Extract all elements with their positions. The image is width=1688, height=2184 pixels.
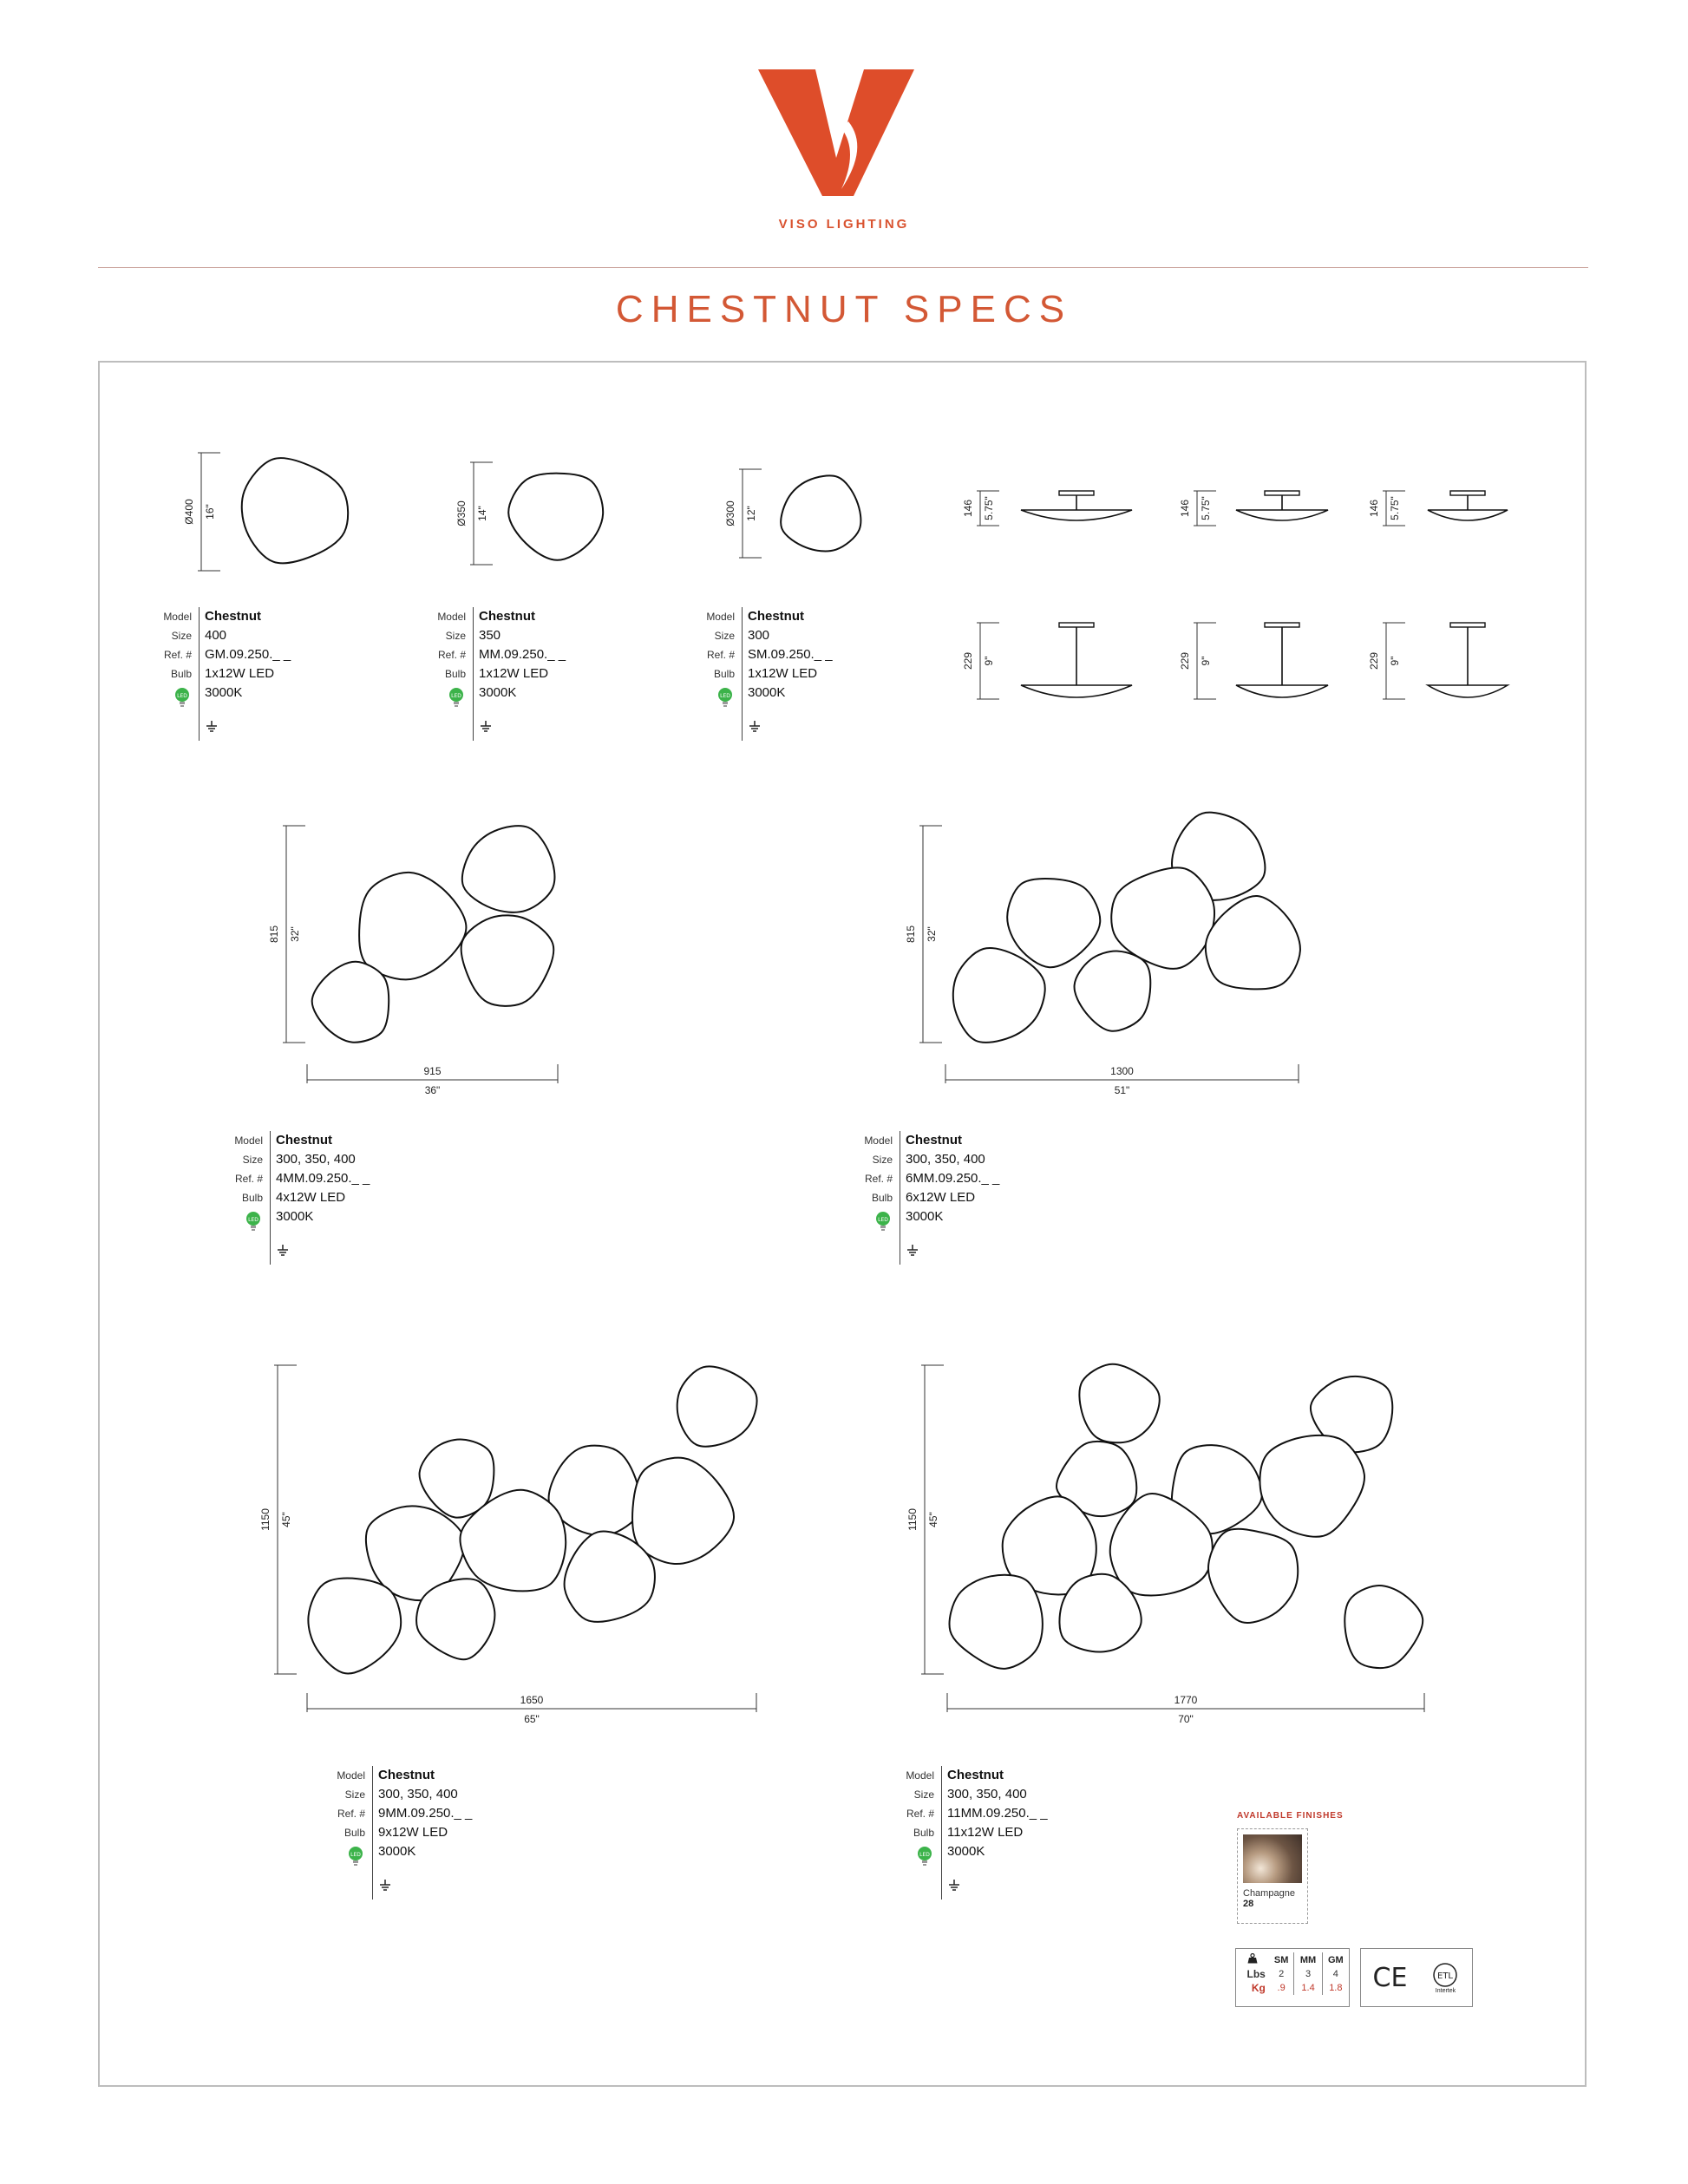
size-value: 300, 350, 400 bbox=[906, 1152, 985, 1167]
bulb-label: Bulb bbox=[434, 664, 474, 683]
color-temp-value: 3000K bbox=[378, 1844, 416, 1859]
chestnut-shade bbox=[677, 1366, 757, 1446]
height-in-label: 9" bbox=[1389, 656, 1401, 666]
height-in-label: 9" bbox=[983, 656, 995, 666]
chestnut-shade bbox=[312, 962, 389, 1043]
chestnut-shade bbox=[953, 948, 1045, 1043]
spec-block bbox=[860, 1131, 999, 1265]
canopy bbox=[1059, 623, 1094, 627]
finish-name: Champagne bbox=[1243, 1888, 1295, 1899]
chestnut-shade bbox=[632, 1458, 734, 1564]
spec-block bbox=[231, 1131, 370, 1265]
chestnut-shade bbox=[1206, 896, 1300, 989]
canopy bbox=[1450, 623, 1485, 627]
chestnut-shade bbox=[781, 475, 860, 551]
color-temp-value: 3000K bbox=[276, 1209, 314, 1224]
height-mm-label: 146 bbox=[1368, 499, 1380, 518]
svg-text:LED: LED bbox=[248, 1217, 258, 1223]
spec-block bbox=[434, 607, 566, 741]
ground-icon bbox=[906, 1244, 919, 1258]
model-label: Model bbox=[703, 607, 743, 626]
size-value: 300, 350, 400 bbox=[947, 1787, 1027, 1801]
height-mm-label: 229 bbox=[1179, 651, 1191, 670]
height-in-label: 5.75" bbox=[1389, 496, 1401, 520]
ref-label: Ref. # bbox=[434, 645, 474, 664]
chestnut-shade bbox=[1079, 1364, 1159, 1443]
width-mm-label: 915 bbox=[423, 1065, 442, 1077]
led-bulb-icon bbox=[875, 1211, 891, 1233]
chestnut-shade bbox=[1075, 951, 1151, 1031]
height-in-label: 16" bbox=[204, 504, 216, 520]
brand-name: VISO LIGHTING bbox=[778, 217, 910, 232]
svg-text:LED: LED bbox=[350, 1852, 361, 1858]
model-label: Model bbox=[902, 1766, 942, 1785]
chestnut-shade bbox=[242, 458, 348, 563]
bulb-value: 6x12W LED bbox=[906, 1190, 976, 1205]
ref-value: 11MM.09.250._ _ bbox=[947, 1806, 1048, 1821]
chestnut-shade bbox=[308, 1578, 401, 1673]
ref-label: Ref. # bbox=[902, 1804, 942, 1823]
height-in-label: 32" bbox=[926, 926, 938, 942]
bulb-label: Bulb bbox=[333, 1823, 373, 1842]
kg-sm: .9 bbox=[1277, 1983, 1286, 1993]
ce-mark: CE bbox=[1372, 1962, 1408, 1993]
kg-mm: 1.4 bbox=[1294, 1981, 1322, 1995]
weight-table bbox=[1235, 1948, 1350, 2007]
width-mm-label: 1770 bbox=[1174, 1694, 1198, 1706]
ground-icon bbox=[378, 1879, 392, 1893]
canopy bbox=[1450, 491, 1485, 495]
bulb-label: Bulb bbox=[160, 664, 200, 683]
chestnut-shade bbox=[1259, 1435, 1364, 1537]
size-label: Size bbox=[434, 626, 474, 645]
ground-icon bbox=[479, 720, 493, 734]
size-value: 300, 350, 400 bbox=[378, 1787, 458, 1801]
chestnut-shade bbox=[1345, 1586, 1423, 1668]
color-temp-value: 3000K bbox=[906, 1209, 944, 1224]
ground-icon bbox=[748, 720, 762, 734]
chestnut-shade bbox=[950, 1575, 1043, 1669]
lbs-gm: 4 bbox=[1322, 1967, 1349, 1981]
model-value: Chestnut bbox=[748, 609, 804, 624]
ref-value: GM.09.250._ _ bbox=[205, 647, 291, 662]
etl-subtitle: Intertek bbox=[1435, 1987, 1456, 1994]
width-mm-label: 1650 bbox=[520, 1694, 544, 1706]
chestnut-shade bbox=[508, 474, 603, 560]
size-value: 400 bbox=[205, 628, 227, 643]
size-label: Size bbox=[860, 1150, 900, 1169]
etl-listed-icon bbox=[1430, 1962, 1460, 1988]
ground-icon bbox=[276, 1244, 290, 1258]
lbs-label: Lbs bbox=[1246, 1968, 1266, 1980]
canopy bbox=[1059, 491, 1094, 495]
chestnut-shade bbox=[461, 915, 554, 1005]
weight-header-gm: GM bbox=[1322, 1952, 1349, 1967]
width-mm-label: 1300 bbox=[1110, 1065, 1134, 1077]
ground-icon bbox=[205, 720, 219, 734]
spec-block bbox=[160, 607, 291, 741]
height-mm-label: 146 bbox=[962, 499, 974, 518]
bulb-value: 4x12W LED bbox=[276, 1190, 346, 1205]
height-mm-label: Ø400 bbox=[183, 499, 195, 525]
kg-gm: 1.8 bbox=[1322, 1981, 1349, 1995]
ref-label: Ref. # bbox=[860, 1169, 900, 1188]
ref-value: 9MM.09.250._ _ bbox=[378, 1806, 473, 1821]
size-label: Size bbox=[902, 1785, 942, 1804]
shade-profile bbox=[1021, 685, 1132, 697]
height-in-label: 14" bbox=[476, 506, 488, 521]
height-in-label: 9" bbox=[1200, 656, 1212, 666]
model-value: Chestnut bbox=[205, 609, 261, 624]
spec-block bbox=[902, 1766, 1048, 1900]
model-label: Model bbox=[160, 607, 200, 626]
chestnut-shade bbox=[359, 873, 466, 980]
model-value: Chestnut bbox=[947, 1768, 1004, 1782]
ref-label: Ref. # bbox=[231, 1169, 271, 1188]
size-label: Size bbox=[231, 1150, 271, 1169]
etl-mark-text: ETL bbox=[1437, 1971, 1454, 1981]
svg-text:LED: LED bbox=[919, 1852, 930, 1858]
ref-value: SM.09.250._ _ bbox=[748, 647, 833, 662]
led-bulb-icon bbox=[448, 687, 464, 709]
model-value: Chestnut bbox=[906, 1133, 962, 1148]
height-mm-label: Ø300 bbox=[724, 500, 736, 526]
bulb-value: 1x12W LED bbox=[205, 666, 275, 681]
shade-profile bbox=[1428, 685, 1508, 697]
width-in-label: 36" bbox=[424, 1084, 441, 1096]
led-bulb-icon bbox=[174, 687, 190, 709]
bulb-value: 9x12W LED bbox=[378, 1825, 448, 1840]
bulb-label: Bulb bbox=[902, 1823, 942, 1842]
led-bulb-icon bbox=[348, 1846, 363, 1868]
model-label: Model bbox=[860, 1131, 900, 1150]
etl-mark bbox=[1430, 1962, 1460, 1994]
model-label: Model bbox=[333, 1766, 373, 1785]
color-temp-value: 3000K bbox=[205, 685, 243, 700]
size-value: 300, 350, 400 bbox=[276, 1152, 356, 1167]
svg-text:LED: LED bbox=[451, 693, 461, 699]
finish-code: 28 bbox=[1243, 1899, 1254, 1909]
svg-text:LED: LED bbox=[720, 693, 730, 699]
lbs-sm: 2 bbox=[1279, 1969, 1285, 1979]
height-mm-label: 1150 bbox=[259, 1508, 272, 1531]
color-temp-value: 3000K bbox=[479, 685, 517, 700]
led-bulb-icon bbox=[917, 1846, 932, 1868]
size-label: Size bbox=[703, 626, 743, 645]
bulb-value: 1x12W LED bbox=[479, 666, 549, 681]
weight-header-mm: MM bbox=[1294, 1952, 1322, 1967]
champagne-swatch bbox=[1243, 1834, 1302, 1883]
ref-label: Ref. # bbox=[160, 645, 200, 664]
shade-profile bbox=[1236, 510, 1328, 520]
ref-value: 4MM.09.250._ _ bbox=[276, 1171, 370, 1186]
height-mm-label: 815 bbox=[268, 925, 280, 944]
size-value: 350 bbox=[479, 628, 501, 643]
ref-value: MM.09.250._ _ bbox=[479, 647, 566, 662]
model-value: Chestnut bbox=[378, 1768, 435, 1782]
chestnut-shade bbox=[1007, 879, 1100, 967]
shade-profile bbox=[1021, 510, 1132, 520]
height-mm-label: 229 bbox=[962, 651, 974, 670]
chestnut-shade bbox=[462, 826, 555, 912]
canopy bbox=[1265, 623, 1299, 627]
shade-profile bbox=[1428, 510, 1508, 520]
height-in-label: 45" bbox=[280, 1512, 292, 1527]
spec-block bbox=[333, 1766, 472, 1900]
height-in-label: 5.75" bbox=[983, 496, 995, 520]
certifications bbox=[1360, 1948, 1473, 2007]
shade-profile bbox=[1236, 685, 1328, 697]
color-temp-value: 3000K bbox=[947, 1844, 985, 1859]
height-in-label: 5.75" bbox=[1200, 496, 1212, 520]
width-in-label: 65" bbox=[524, 1713, 540, 1725]
height-mm-label: 815 bbox=[905, 925, 917, 944]
width-in-label: 51" bbox=[1114, 1084, 1130, 1096]
model-label: Model bbox=[231, 1131, 271, 1150]
height-mm-label: 1150 bbox=[906, 1508, 919, 1531]
svg-text:LED: LED bbox=[177, 693, 187, 699]
ref-value: 6MM.09.250._ _ bbox=[906, 1171, 1000, 1186]
height-mm-label: Ø350 bbox=[455, 500, 468, 526]
model-label: Model bbox=[434, 607, 474, 626]
kg-label: Kg bbox=[1251, 1982, 1266, 1994]
chestnut-shade bbox=[1208, 1529, 1298, 1623]
width-in-label: 70" bbox=[1178, 1713, 1194, 1725]
finish-swatch-card[interactable] bbox=[1237, 1828, 1308, 1924]
led-bulb-icon bbox=[717, 687, 733, 709]
ground-icon bbox=[947, 1879, 961, 1893]
ref-label: Ref. # bbox=[333, 1804, 373, 1823]
height-mm-label: 146 bbox=[1179, 499, 1191, 518]
height-in-label: 45" bbox=[927, 1512, 939, 1527]
weight-icon bbox=[1247, 1953, 1258, 1964]
size-label: Size bbox=[333, 1785, 373, 1804]
bulb-label: Bulb bbox=[860, 1188, 900, 1207]
ref-label: Ref. # bbox=[703, 645, 743, 664]
spec-block bbox=[703, 607, 833, 741]
page-title: CHESTNUT SPECS bbox=[615, 288, 1073, 330]
model-value: Chestnut bbox=[479, 609, 535, 624]
bulb-label: Bulb bbox=[703, 664, 743, 683]
led-bulb-icon bbox=[245, 1211, 261, 1233]
weight-header-sm: SM bbox=[1273, 1954, 1289, 1965]
svg-text:LED: LED bbox=[878, 1217, 888, 1223]
lbs-mm: 3 bbox=[1294, 1967, 1322, 1981]
bulb-value: 1x12W LED bbox=[748, 666, 818, 681]
size-value: 300 bbox=[748, 628, 770, 643]
size-label: Size bbox=[160, 626, 200, 645]
bulb-value: 11x12W LED bbox=[947, 1825, 1024, 1840]
model-value: Chestnut bbox=[276, 1133, 332, 1148]
height-mm-label: 229 bbox=[1368, 651, 1380, 670]
height-in-label: 12" bbox=[745, 506, 757, 521]
finishes-title: AVAILABLE FINISHES bbox=[1237, 1811, 1344, 1821]
bulb-label: Bulb bbox=[231, 1188, 271, 1207]
canopy bbox=[1265, 491, 1299, 495]
height-in-label: 32" bbox=[289, 926, 301, 942]
color-temp-value: 3000K bbox=[748, 685, 786, 700]
